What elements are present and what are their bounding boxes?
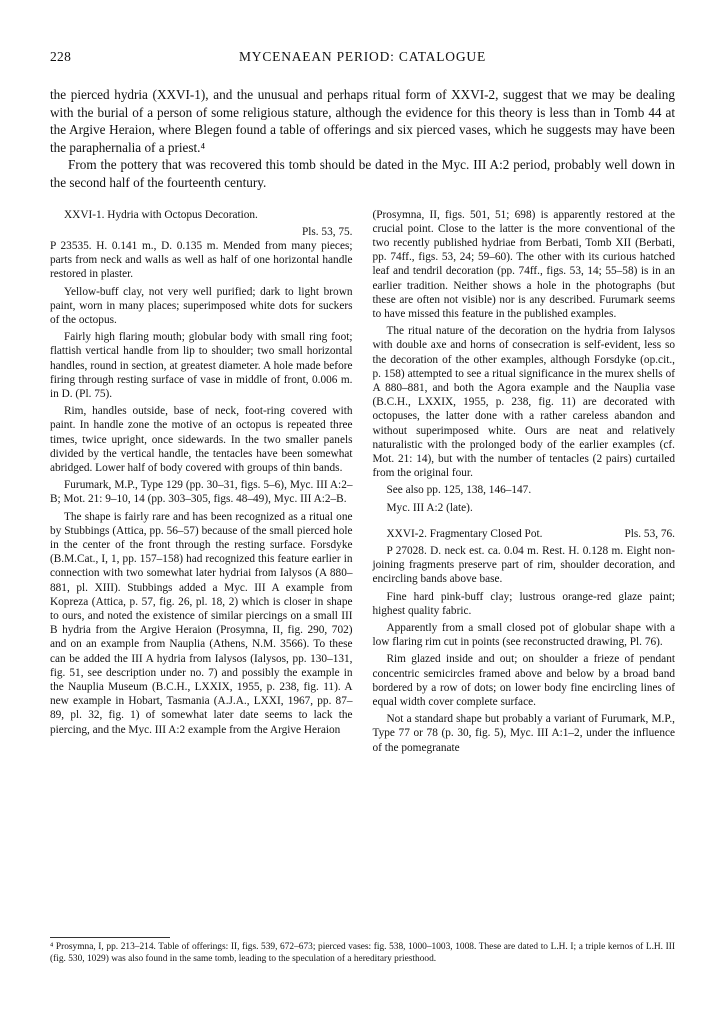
catalogue-paragraph: Not a standard shape but probably a variant of Furumark, M.P., Type 77 or 78 (p. 30, fig. 5), Myc. III A:1–2, under the influence of the pomegranate	[372, 713, 675, 754]
catalogue-paragraph: (Prosymna, II, figs. 501, 51; 698) is apparently restored at the crucial point. Close to the latter is the more conventional of the two recently published hydriae from Berbati, Tomb XII (Berbati, pp. 74ff., figs. 53, 24; 59–60). The other with its curious hatched leaf and tendril decoration (pp. 74ff., figs. 53, 14; 55–58) is in an earlier tradition. Neither shows a hole in the photographs (but these are often not visible) nor is any described. Furumark seems to have missed this feature in the published examples.	[372, 208, 675, 320]
entry-heading-xxvi-1: XXVI-1. Hydria with Octopus Decoration.	[64, 208, 258, 221]
catalogue-paragraph: Rim glazed inside and out; on shoulder a frieze of pendant concentric semicircles framed above and below by a broad band bordered by a row of dots; on lower body fine encircling lines of equal width cover complete surface.	[372, 653, 675, 709]
footnote-divider	[50, 937, 170, 938]
right-column	[373, 208, 676, 758]
catalogue-paragraph: Myc. III A:2 (late).	[386, 501, 473, 514]
footnote: ⁴ Prosymna, I, pp. 213–214. Table of offerings: II, figs. 539, 672–673; pierced vases: fig. 538, 1000–1003, 1008. These are dated to L.H. I; a triple kernos of L.H. III (fig. 530, 1029) was also found in the same tomb, leading to the speculation of a hereditary priesthood.	[50, 942, 675, 964]
catalogue-paragraph: P 23535. H. 0.141 m., D. 0.135 m. Mended from many pieces; parts from neck and walls as well as half of one horizontal handle restored in plaster.	[50, 239, 353, 281]
entry-title-xxvi-2: XXVI-2. Fragmentary Closed Pot.	[386, 527, 543, 540]
catalogue-paragraph: The shape is fairly rare and has been recognized as a ritual one by Stubbings (Attica, pp. 56–57) because of the small pierced hole in the center of the front through the resting surface. Forsdyke (B.M.Cat., I, 1, pp. 157–158) had recognized this feature earlier in connection with two somewhat later hydriai from Ialysos (A 880–881, pl. XIII). Stubbings added a Myc. III A example from Kopreza (Attica, p. 57, fig. 26, pl. 18, 2) which is closer in shape to ours, and noted the existence of similar piercings on a small III B hydria from the Argive Heraion (Prosymna, II, fig. 290, 702) and on an example from Nauplia (Athens, N.M. 3566). To these can be added the III A hydria from Ialysos (Ialysos, pp. 130–131, fig. 51, see description under no. 7) and possibly the example in the Nauplia Museum (B.C.H., LXXIX, 1955, p. 238, fig. 11). A new example in Hobart, Tasmania (A.J.A., LXXI, 1967, pp. 87–89, pl. 32, fig. 1) of somewhat later date seems to lack the piercing, and the Myc. III A:2 example from the Argive Heraion	[50, 510, 353, 736]
catalogue-paragraph: Fairly high flaring mouth; globular body with small ring foot; flattish vertical handle from lip to shoulder; two small horizontal handles, round in section, at greatest diameter. A hole made before firing through resting surface of vase in middle of front, 0.006 m. in D. (Pl. 75).	[50, 331, 353, 400]
intro-text	[50, 86, 675, 192]
entry-plates-xxvi-1: Pls. 53, 75.	[301, 225, 353, 238]
running-title: MYCENAEAN PERIOD: CATALOGUE	[238, 49, 486, 64]
entry-plates-xxvi-2: Pls. 53, 76.	[624, 527, 675, 540]
catalogue-paragraph: The ritual nature of the decoration on the hydria from Ialysos with double axe and horns of consecration is self-evident, less so the decoration of the other examples, although Forsdyke (op.cit., p. 158) attempted to see a ritual significance in the murex shells of A 880–881, and both the Agora example and the Nauplia vase (B.C.H., LXXIX, 1955, p. 238, fig. 11) are decorated with octopuses, the latter done with a rather careless abandon and without superimposed white. Ours are neat and relatively naturalistic with the prolonged body of the earlier examples (cf. Mot. 21: 14), but with the number of tentacles (2 pairs) curtailed from the original four.	[372, 325, 675, 480]
catalogue-paragraph: Yellow-buff clay, not very well purified; dark to light brown paint, worn in many places; superimposed white dots for suckers of the octopus.	[50, 285, 353, 326]
page-number: 228	[50, 49, 72, 64]
catalogue-paragraph: See also pp. 125, 138, 146–147.	[386, 484, 532, 497]
intro-paragraph: the pierced hydria (XXVI-1), and the unusual and perhaps ritual form of XXVI-2, suggest that we may be dealing with the burial of a person of some religious stature, although the evidence for this theory is less than in Tomb 44 at the Argive Heraion, where Blegen found a table of offerings and six pierced vases, which he suggests may have been the paraphernalia of a priest.⁴	[50, 87, 675, 155]
catalogue-paragraph: Apparently from a small closed pot of globular shape with a low flaring rim cut in points (see reconstructed drawing, Pl. 76).	[372, 622, 675, 649]
running-head	[50, 50, 675, 70]
catalogue-paragraph: Fine hard pink-buff clay; lustrous orange-red glaze paint; highest quality fabric.	[372, 590, 675, 617]
intro-paragraph: From the pottery that was recovered this tomb should be dated in the Myc. III A:2 period, probably well down in the second half of the fourteenth century.	[50, 157, 675, 190]
catalogue-paragraph: Furumark, M.P., Type 129 (pp. 30–31, figs. 5–6), Myc. III A:2–B; Mot. 21: 9–10, 14 (pp. 303–305, figs. 48–49), Myc. III A:2–B.	[50, 479, 353, 506]
catalogue-paragraph: P 27028. D. neck est. ca. 0.04 m. Rest. H. 0.128 m. Eight non-joining fragments preserve part of rim, shoulder decoration, and encircling bands above base.	[372, 545, 675, 586]
catalogue-paragraph: Rim, handles outside, base of neck, foot-ring covered with paint. In handle zone the motive of an octopus is repeated three times, twice upright, once sidewards. In the two smaller panels divided by the vertical handle, the tentacles have been somewhat abridged. Lower half of body covered with groups of thin bands.	[50, 405, 353, 475]
entry-heading-xxvi-2	[373, 527, 676, 541]
left-column	[50, 208, 353, 758]
two-column-body	[50, 208, 675, 758]
